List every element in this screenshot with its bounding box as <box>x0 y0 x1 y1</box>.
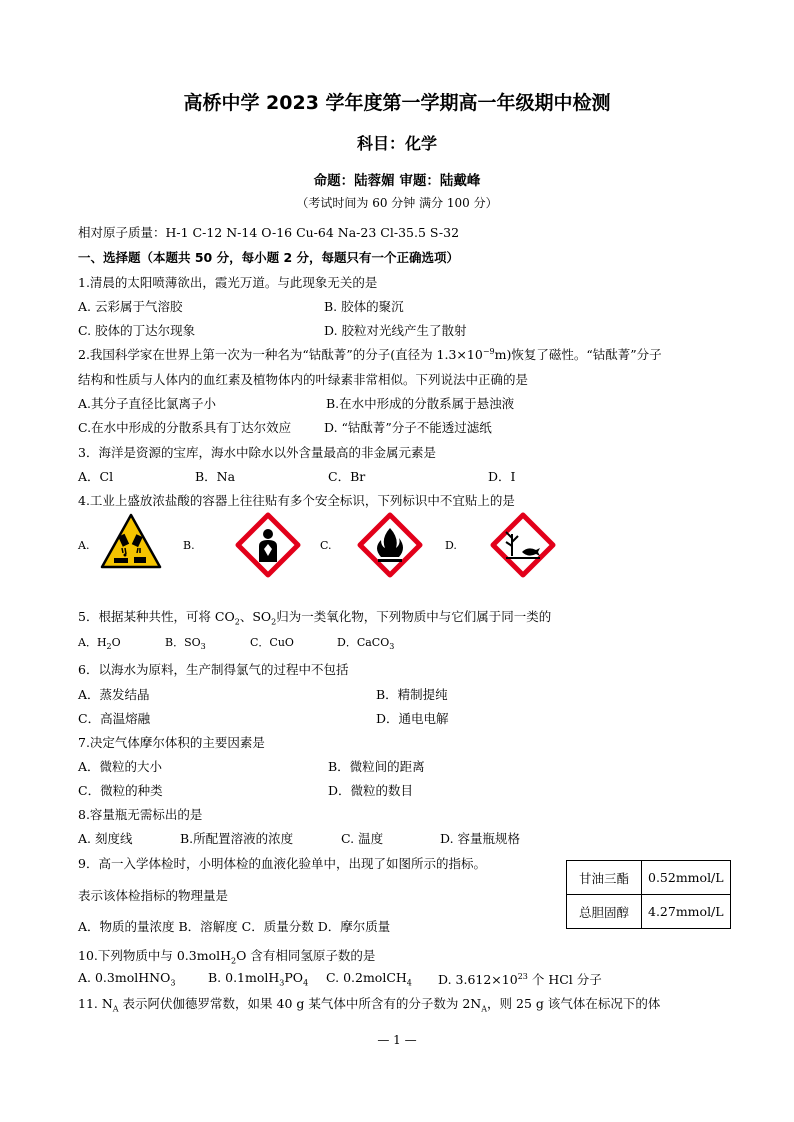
question-9-stem: 9．高一入学体检时，小明体检的血液化验单中，出现了如图所示的指标。 <box>78 856 486 871</box>
page-number: — 1 — <box>377 1033 417 1047</box>
question-3-stem: 3．海洋是资源的宝库，海水中除水以外含量最高的非金属元素是 <box>78 445 436 460</box>
table-cell-value: 0.52mmol/L <box>642 861 731 895</box>
section-heading: 一、选择题（本题共 50 分，每小题 2 分，每题只有一个正确选项） <box>78 250 460 265</box>
question-5-stem-b: 、SO <box>239 609 272 624</box>
question-11-stem-c: ，则 25 g 该气体在标况下的体 <box>487 996 661 1011</box>
question-10-option-c-text: C. 0.2molCH <box>326 970 407 985</box>
question-1-stem: 1.清晨的太阳喷薄欲出，霞光万道。与此现象无关的是 <box>78 275 378 290</box>
question-10-option-b-text2: PO <box>284 970 304 985</box>
question-10-option-b-sub2: 4 <box>303 978 309 988</box>
question-10-option-d-text2: 个 HCl 分子 <box>527 972 602 987</box>
question-8-option-d: D. 容量瓶规格 <box>440 831 521 846</box>
question-6-option-d: D．通电电解 <box>376 711 449 726</box>
question-10-option-a-sub: 3 <box>170 978 176 988</box>
question-10-option-b <box>208 970 308 988</box>
table-row <box>567 895 731 929</box>
question-6-option-c: C．高温熔融 <box>78 711 151 726</box>
question-11-stem <box>78 994 660 1014</box>
question-10-option-b-text: B. 0.1molH <box>208 970 280 985</box>
question-5-option-a-sub: 2 <box>106 642 112 652</box>
question-7-option-b: B．微粒间的距离 <box>328 759 425 774</box>
question-1-option-d: D. 胶粒对光线产生了散射 <box>324 323 467 338</box>
question-10-stem <box>78 946 375 966</box>
question-5-sub-1: 2 <box>234 617 240 627</box>
exam-title: 高桥中学 2023 学年度第一学期高一年级期中检测 <box>183 92 611 114</box>
question-6-stem: 6．以海水为原料，生产制得氯气的过程中不包括 <box>78 662 349 677</box>
question-1-option-c: C. 胶体的丁达尔现象 <box>78 323 196 338</box>
question-2-stem-post: m)恢复了磁性。“钴酞菁”分子 <box>494 347 662 362</box>
question-5-option-a <box>78 634 121 651</box>
exam-authors: 命题：陆蓉媚 审题：陆戴峰 <box>313 173 481 189</box>
question-4-option-b: B. <box>183 539 195 552</box>
question-10-stem-sub: 2 <box>231 956 237 966</box>
question-9-options: A．物质的量浓度 B．溶解度 C．质量分数 D．摩尔质量 <box>78 919 391 934</box>
question-8-stem: 8.容量瓶无需标出的是 <box>78 807 203 822</box>
question-5-option-d-sub: 3 <box>389 642 395 652</box>
question-3-option-b: B．Na <box>195 469 236 484</box>
question-2-option-d: D. “钴酞菁”分子不能透过滤纸 <box>324 420 492 435</box>
question-10-option-d-sup: 23 <box>517 971 528 981</box>
question-4-option-a: A. <box>78 539 90 552</box>
environment-hazard-icon <box>490 512 556 578</box>
question-5-option-b <box>165 634 206 651</box>
question-11-sub-2: A <box>481 1004 488 1014</box>
question-7-option-d: D．微粒的数目 <box>328 783 414 798</box>
question-5-stem-a: 5．根据某种共性，可将 CO <box>78 609 235 624</box>
question-10-option-c <box>326 970 412 988</box>
question-2-option-a: A.其分子直径比氯离子小 <box>78 396 217 411</box>
question-5-option-d-text: D．CaCO <box>337 636 390 649</box>
exam-time-info: （考试时间为 60 分钟 满分 100 分） <box>296 196 498 210</box>
question-3-option-c: C．Br <box>328 469 366 484</box>
question-10-option-a <box>78 970 175 988</box>
question-3-option-d: D．I <box>488 469 516 484</box>
table-cell-name: 甘油三酯 <box>567 861 642 895</box>
exam-subject: 科目：化学 <box>356 134 437 153</box>
question-5-option-a-text: A．H <box>78 636 107 649</box>
question-1-option-b: B. 胶体的聚沉 <box>324 299 404 314</box>
question-5-stem-c: 归为一类氧化物，下列物质中与它们属于同一类的 <box>276 609 552 624</box>
question-5-option-b-sub: 3 <box>200 642 206 652</box>
question-6-option-a: A．蒸发结晶 <box>78 687 150 702</box>
question-5-sub-2: 2 <box>271 617 277 627</box>
question-3-option-a: A．Cl <box>78 469 114 484</box>
question-2-stem <box>78 345 662 363</box>
question-6-option-b: B．精制提纯 <box>376 687 448 702</box>
question-10-option-d <box>438 970 602 988</box>
question-4-option-c: C. <box>320 539 332 552</box>
question-5-stem <box>78 607 551 627</box>
question-10-option-c-sub: 4 <box>406 978 412 988</box>
question-9-stem-line2: 表示该体检指标的物理量是 <box>78 888 229 903</box>
question-11-stem-a: 11. N <box>78 996 113 1011</box>
question-10-stem-text: 10.下列物质中与 0.3molH <box>78 948 232 963</box>
question-10-option-d-text: D. 3.612×10 <box>438 972 518 987</box>
corrosive-icon <box>100 513 162 569</box>
question-4-option-d: D. <box>445 539 457 552</box>
question-10-option-a-text: A. 0.3molHNO <box>78 970 171 985</box>
question-5-option-a-text2: O <box>111 636 121 649</box>
question-7-option-c: C．微粒的种类 <box>78 783 163 798</box>
question-8-option-c: C. 温度 <box>341 831 384 846</box>
question-11-stem-b: 表示阿伏伽德罗常数，如果 40 g 某气体中所含有的分子数为 2N <box>118 996 482 1011</box>
question-5-option-b-text: B．SO <box>165 636 201 649</box>
question-5-option-c: C．CuO <box>250 636 294 649</box>
flammable-icon <box>357 512 423 578</box>
question-10-stem-post: O 含有相同氢原子数的是 <box>236 948 376 963</box>
table-cell-name: 总胆固醇 <box>567 895 642 929</box>
question-1-option-a: A. 云彩属于气溶胶 <box>78 299 183 314</box>
question-8-option-a: A. 刻度线 <box>78 831 133 846</box>
question-2-stem-line2: 结构和性质与人体内的血红素及植物体内的叶绿素非常相似。下列说法中正确的是 <box>78 372 529 387</box>
question-4-stem: 4.工业上盛放浓盐酸的容器上往往贴有多个安全标识，下列标识中不宜贴上的是 <box>78 493 515 508</box>
table-row <box>567 861 731 895</box>
blood-test-table <box>566 860 731 929</box>
question-2-option-b: B.在水中形成的分散系属于悬浊液 <box>326 396 515 411</box>
question-10-option-b-sub1: 3 <box>279 978 285 988</box>
question-11-sub-1: A <box>112 1004 119 1014</box>
table-cell-value: 4.27mmol/L <box>642 895 731 929</box>
question-7-option-a: A．微粒的大小 <box>78 759 163 774</box>
health-hazard-icon <box>235 512 301 578</box>
atomic-mass-list: 相对原子质量：H-1 C-12 N-14 O-16 Cu-64 Na-23 Cl-35.5 S-32 <box>78 225 460 240</box>
question-5-option-d <box>337 634 394 651</box>
question-7-stem: 7.决定气体摩尔体积的主要因素是 <box>78 735 265 750</box>
question-2-option-c: C.在水中形成的分散系具有丁达尔效应 <box>78 420 292 435</box>
question-8-option-b: B.所配置溶液的浓度 <box>180 831 294 846</box>
question-2-stem-exponent: −9 <box>482 346 495 356</box>
question-2-stem-pre: 2.我国科学家在世界上第一次为一种名为“钴酞菁”的分子(直径为 1.3×10 <box>78 347 483 362</box>
